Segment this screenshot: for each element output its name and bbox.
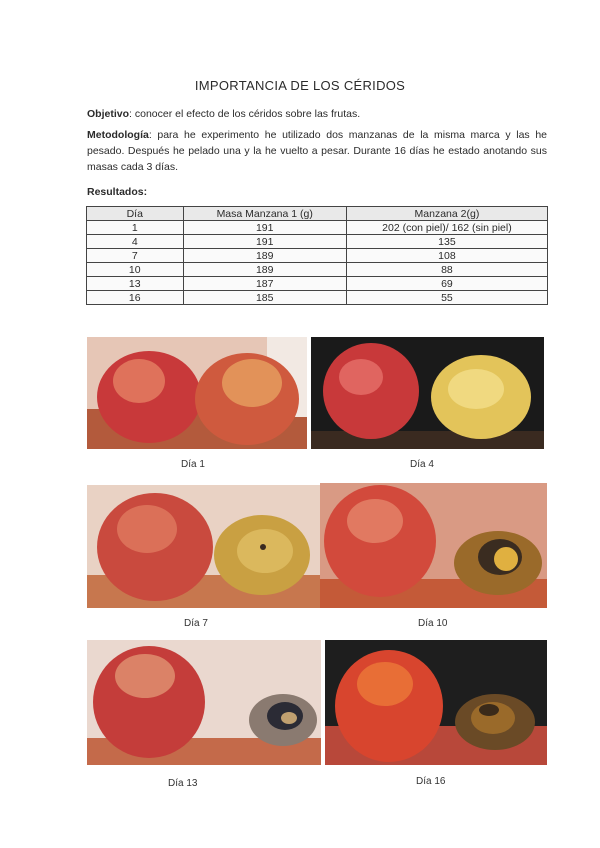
table-cell: 189 bbox=[183, 263, 346, 277]
table-cell: 16 bbox=[87, 291, 184, 305]
results-label: Resultados: bbox=[87, 186, 148, 198]
objective-paragraph bbox=[87, 106, 547, 122]
method-label: Metodología bbox=[87, 129, 149, 141]
table-cell: 7 bbox=[87, 249, 184, 263]
table-cell: 108 bbox=[346, 249, 547, 263]
table-row bbox=[87, 263, 548, 277]
page-title: IMPORTANCIA DE LOS CÉRIDOS bbox=[194, 78, 406, 93]
caption-day-10: Día 10 bbox=[418, 618, 448, 629]
table-cell: 187 bbox=[183, 277, 346, 291]
table-cell: 69 bbox=[346, 277, 547, 291]
caption-day-13: Día 13 bbox=[168, 778, 198, 789]
table-cell: 1 bbox=[87, 221, 184, 235]
objective-text: : conocer el efecto de los céridos sobre las frutas. bbox=[129, 108, 361, 120]
table-cell: 4 bbox=[87, 235, 184, 249]
caption-day-7: Día 7 bbox=[184, 618, 208, 629]
column-header-apple1: Masa Manzana 1 (g) bbox=[183, 207, 346, 221]
column-header-apple2: Manzana 2(g) bbox=[346, 207, 547, 221]
table-cell: 185 bbox=[183, 291, 346, 305]
method-text: : para he experimento he utilizado dos manzanas de la misma marca y las he pesado. Después he pelado una y la he vuelto a pesar. Durante 16 días he estado anotando sus masas cada 3 días. bbox=[87, 129, 547, 173]
table-cell: 10 bbox=[87, 263, 184, 277]
photo-day-10 bbox=[320, 483, 547, 608]
table-row bbox=[87, 291, 548, 305]
table-row bbox=[87, 235, 548, 249]
table-cell: 13 bbox=[87, 277, 184, 291]
photo-day-1 bbox=[87, 337, 307, 449]
photo-day-13 bbox=[87, 640, 321, 765]
table-cell: 191 bbox=[183, 221, 346, 235]
caption-day-1: Día 1 bbox=[181, 459, 205, 470]
photo-day-4 bbox=[311, 337, 544, 449]
table-row bbox=[87, 221, 548, 235]
table-row bbox=[87, 277, 548, 291]
table-cell: 55 bbox=[346, 291, 547, 305]
caption-day-4: Día 4 bbox=[410, 459, 434, 470]
objective-label: Objetivo bbox=[87, 108, 130, 120]
table-cell: 202 (con piel)/ 162 (sin piel) bbox=[346, 221, 547, 235]
table-row bbox=[87, 249, 548, 263]
photo-day-16 bbox=[325, 640, 547, 765]
table-header-row bbox=[87, 207, 548, 221]
table-cell: 135 bbox=[346, 235, 547, 249]
results-table bbox=[86, 206, 548, 305]
method-paragraph bbox=[87, 127, 547, 175]
photo-day-7 bbox=[87, 485, 320, 608]
table-cell: 191 bbox=[183, 235, 346, 249]
caption-day-16: Día 16 bbox=[416, 776, 446, 787]
table-cell: 189 bbox=[183, 249, 346, 263]
column-header-day: Día bbox=[87, 207, 184, 221]
table-cell: 88 bbox=[346, 263, 547, 277]
